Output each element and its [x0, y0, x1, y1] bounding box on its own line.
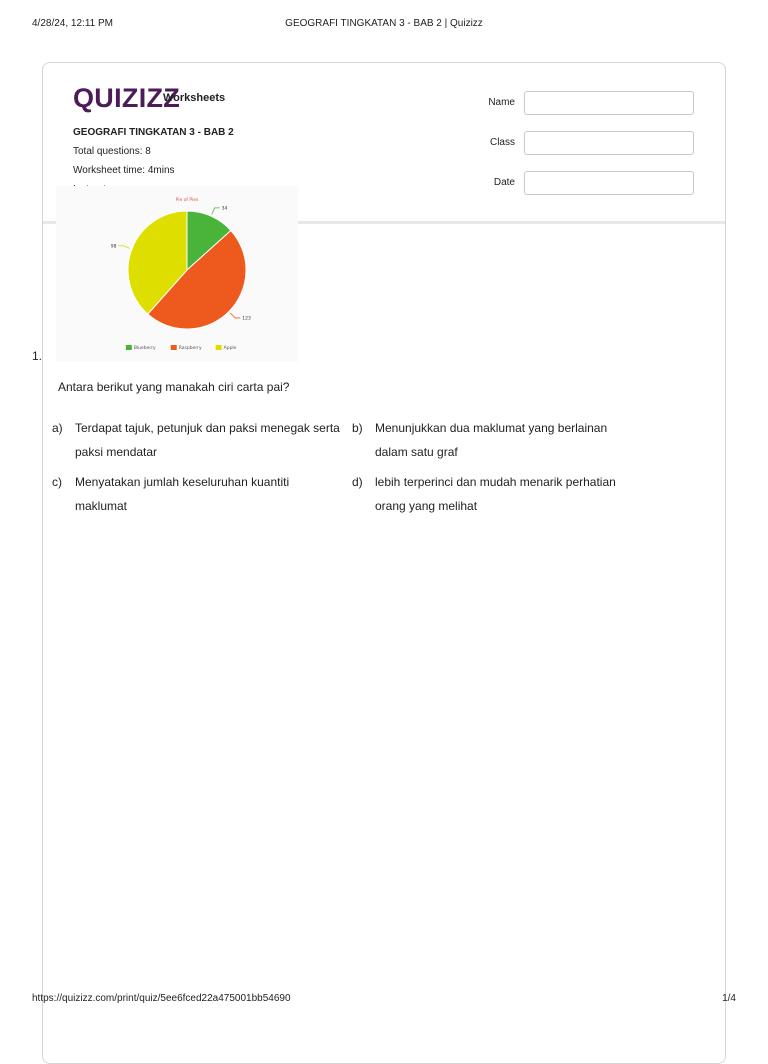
name-label: Name	[488, 97, 515, 108]
option-text: Menyatakan jumlah keseluruhan kuantiti maklumat	[75, 475, 290, 513]
option-text: Terdapat tajuk, petunjuk dan paksi menegak serta paksi mendatar	[75, 421, 340, 459]
option-key: a)	[52, 421, 63, 435]
leader-line-raspberry	[230, 313, 240, 318]
legend-label-blueberry: Blueberry	[133, 346, 156, 351]
option-text: Menunjukkan dua maklumat yang berlainan dalam satu graf	[375, 421, 608, 459]
legend-label-raspberry: Raspberry	[178, 346, 202, 351]
class-field	[473, 131, 698, 171]
class-input[interactable]	[524, 131, 694, 155]
leader-line-apple	[118, 246, 130, 248]
name-input[interactable]	[524, 91, 694, 115]
option-text: lebih terperinci dan mudah menarik perhatian orang yang melihat	[375, 475, 616, 513]
chart-title: Pie of Pies	[175, 198, 199, 203]
data-label-raspberry: 123	[242, 316, 251, 322]
print-timestamp: 4/28/24, 12:11 PM	[32, 18, 113, 29]
total-questions: Total questions: 8	[73, 146, 151, 157]
option-key: d)	[352, 475, 363, 489]
option-key: b)	[352, 421, 363, 435]
class-label: Class	[489, 137, 515, 148]
date-label: Date	[493, 177, 515, 188]
legend-swatch-blueberry	[126, 345, 132, 350]
date-input[interactable]	[524, 171, 694, 195]
pie-chart	[56, 186, 298, 362]
print-header	[0, 18, 768, 32]
worksheet-title: GEOGRAFI TINGKATAN 3 - BAB 2	[73, 127, 234, 138]
leader-line-blueberry	[212, 208, 220, 214]
student-fields	[473, 91, 698, 211]
print-url: https://quizizz.com/print/quiz/5ee6fced22a475001bb54690	[32, 993, 291, 1004]
print-document-title: GEOGRAFI TINGKATAN 3 - BAB 2 | Quizizz	[285, 18, 483, 29]
page-number: 1/4	[722, 993, 736, 1004]
option-key: c)	[52, 475, 62, 489]
question-text: Antara berikut yang manakah ciri carta pai?	[58, 380, 290, 394]
quizizz-logo: QUIZIZZ	[73, 83, 181, 113]
legend-label-apple: Apple	[223, 346, 237, 351]
data-label-apple: 98	[110, 244, 117, 250]
question-number: 1.	[32, 349, 43, 363]
worksheet-time: Worksheet time: 4mins	[73, 165, 175, 176]
date-field	[473, 171, 698, 211]
legend-swatch-apple	[216, 345, 222, 350]
data-label-blueberry: 34	[221, 206, 228, 212]
pie-chart-image	[56, 186, 298, 362]
legend-swatch-raspberry	[171, 345, 177, 350]
name-field	[473, 91, 698, 131]
product-label: Worksheets	[163, 92, 226, 104]
print-footer	[0, 993, 768, 1007]
